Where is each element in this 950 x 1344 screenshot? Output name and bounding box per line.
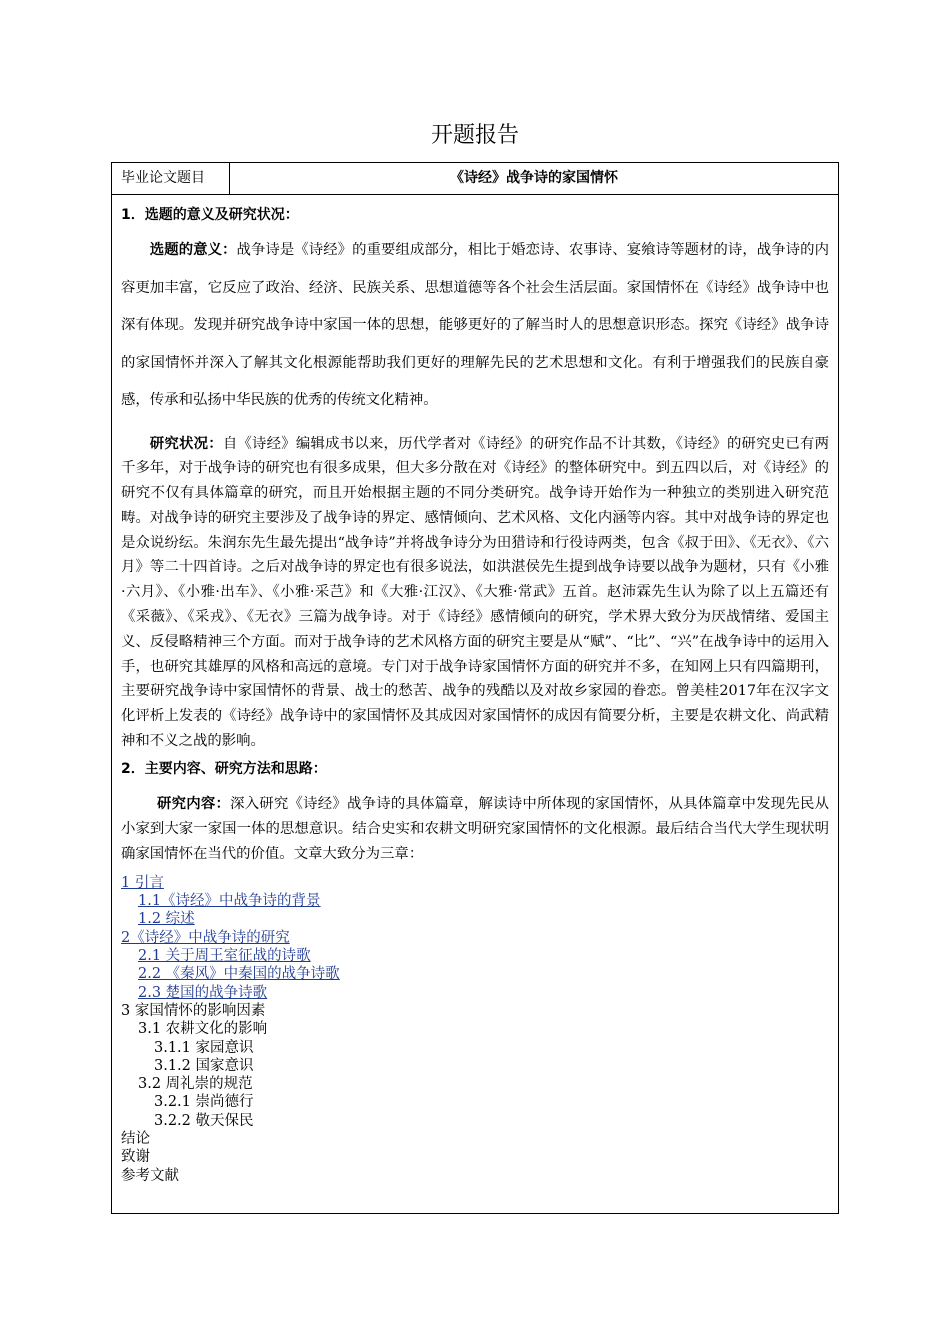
outline-text: 3.2.2 敬天保民: [154, 1112, 254, 1129]
outline-text: 结论: [121, 1131, 150, 1148]
outline-item[interactable]: [121, 929, 829, 947]
research-status-text: 自《诗经》编辑成书以来，历代学者对《诗经》的研究作品不计其数，《诗经》的研究史已有两千多年，对于战争诗的研究也有很多成果，但大多分散在对《诗经》的整体研究中。到五四以后，对《诗经》的研究不仅有具体篇章的研究，而且开始根据主题的不同分类研究。战争诗开始作为一种独立的类别进入研究范畴。对战争诗的研究主要涉及了战争诗的界定、感情倾向、艺术风格、文化内涵等内容。其中对战争诗的界定也是众说纷纭。朱润东先生最先提出“战争诗”并将战争诗分为田猎诗和行役诗两类，包含《叔于田》、《无衣》、《六月》等二十四首诗。之后对战争诗的界定也有很多说法，如洪湛侯先生提到战争诗要以战争为题材，只有《小雅·六月》、《小雅·出车》、《小雅·采芑》和《大雅·江汉》、《大雅·常武》五首。赵沛霖先生认为除了以上五篇还有《采薇》、《采戎》、《无衣》三篇为战争诗。对于《诗经》感情倾向的研究，学术界大致分为厌战情绪、爱国主义、反侵略精神三个方面。而对于战争诗的艺术风格方面的研究主要是从“赋”、“比”、“兴”在战争诗中的运用入手，也研究其雄厚的风格和高远的意境。专门对于战争诗家国情怀方面的研究并不多，在知网上只有四篇期刊，主要研究战争诗中家国情怀的背景、战士的愁苦、战争的残酷以及对故乡家园的眷恋。曾美桂2017年在汉字文化评析上发表的《诗经》战争诗中的家国情怀及其成因对家国情怀的成因有简要分析，主要是农耕文化、尚武精神和不义之战的影响。: [121, 435, 829, 750]
outline-item: [121, 1039, 829, 1057]
outline-item: [121, 1130, 829, 1148]
outline-text: 3.1.1 家园意识: [154, 1039, 254, 1056]
page-title: 开题报告: [430, 123, 519, 148]
outline-item: [121, 1112, 829, 1130]
significance-label: 选题的意义：: [149, 242, 237, 258]
thesis-title-row: [112, 163, 838, 195]
outline-link[interactable]: 1.1《诗经》中战争诗的背景: [138, 893, 321, 910]
outline-link[interactable]: 2.1 关于周王室征战的诗歌: [138, 948, 311, 965]
significance-text: 战争诗是《诗经》的重要组成部分，相比于婚恋诗、农事诗、宴飨诗等题材的诗，战争诗的内容更加丰富，它反应了政治、经济、民族关系、思想道德等各个社会生活层面。家国情怀在《诗经》战争诗中也深有体现。发现并研究战争诗中家国一体的思想，能够更好的了解当时人的思想意识形态。探究《诗经》战争诗的家国情怀并深入了解其文化根源能帮助我们更好的理解先民的艺术思想和文化。有利于增强我们的民族自豪感，传承和弘扬中华民族的优秀的传统文化精神。: [121, 242, 829, 408]
research-content-paragraph: [121, 792, 829, 867]
outline-item: [121, 1093, 829, 1111]
outline-item: [121, 1057, 829, 1075]
outline-link[interactable]: 1 引言: [121, 874, 164, 891]
research-content-label: 研究内容：: [157, 795, 231, 812]
outline-item: [121, 1167, 829, 1185]
outline-item: [121, 1002, 829, 1020]
thesis-title-label: 毕业论文题目: [112, 163, 230, 194]
outline-text: 3 家国情怀的影响因素: [121, 1002, 266, 1019]
outline-item: [121, 1075, 829, 1093]
outline-item[interactable]: [121, 892, 829, 910]
outline-item[interactable]: [121, 984, 829, 1002]
outline-text: 参考文献: [121, 1167, 179, 1184]
outline-item[interactable]: [121, 965, 829, 983]
outline-text: 3.2 周礼崇的规范: [138, 1076, 253, 1093]
outline-text: 3.1 农耕文化的影响: [138, 1021, 268, 1038]
outline-link[interactable]: 2.2 《秦风》中秦国的战争诗歌: [138, 966, 340, 983]
outline-text: 致谢: [121, 1149, 150, 1166]
research-status-label: 研究状况：: [149, 435, 223, 452]
chapter-outline: [121, 874, 829, 1185]
outline-item: [121, 1148, 829, 1166]
report-content: [112, 204, 838, 1185]
outline-item[interactable]: [121, 947, 829, 965]
outline-text: 3.1.2 国家意识: [154, 1057, 254, 1074]
section-1-heading: 1．选题的意义及研究状况：: [121, 207, 299, 223]
research-status-paragraph: [121, 432, 829, 754]
outline-link[interactable]: 2《诗经》中战争诗的研究: [121, 929, 290, 946]
outline-link[interactable]: 1.2 综述: [138, 911, 195, 928]
outline-item: [121, 1020, 829, 1038]
outline-item[interactable]: [121, 874, 829, 892]
outline-link[interactable]: 2.3 楚国的战争诗歌: [138, 984, 268, 1001]
outline-text: 3.2.1 崇尚德行: [154, 1094, 254, 1111]
section-2-heading: 2．主要内容、研究方法和思路：: [121, 760, 327, 777]
significance-paragraph: [121, 232, 829, 420]
report-table: [111, 162, 839, 1214]
outline-item[interactable]: [121, 910, 829, 928]
thesis-title-value: 《诗经》战争诗的家国情怀: [450, 170, 618, 186]
research-content-text: 深入研究《诗经》战争诗的具体篇章，解读诗中所体现的家国情怀，从具体篇章中发现先民从小家到大家一家国一体的思想意识。结合史实和农耕文明研究家国情怀的文化根源。最后结合当代大学生现状明确家国情怀在当代的价值。文章大致分为三章：: [121, 795, 829, 862]
